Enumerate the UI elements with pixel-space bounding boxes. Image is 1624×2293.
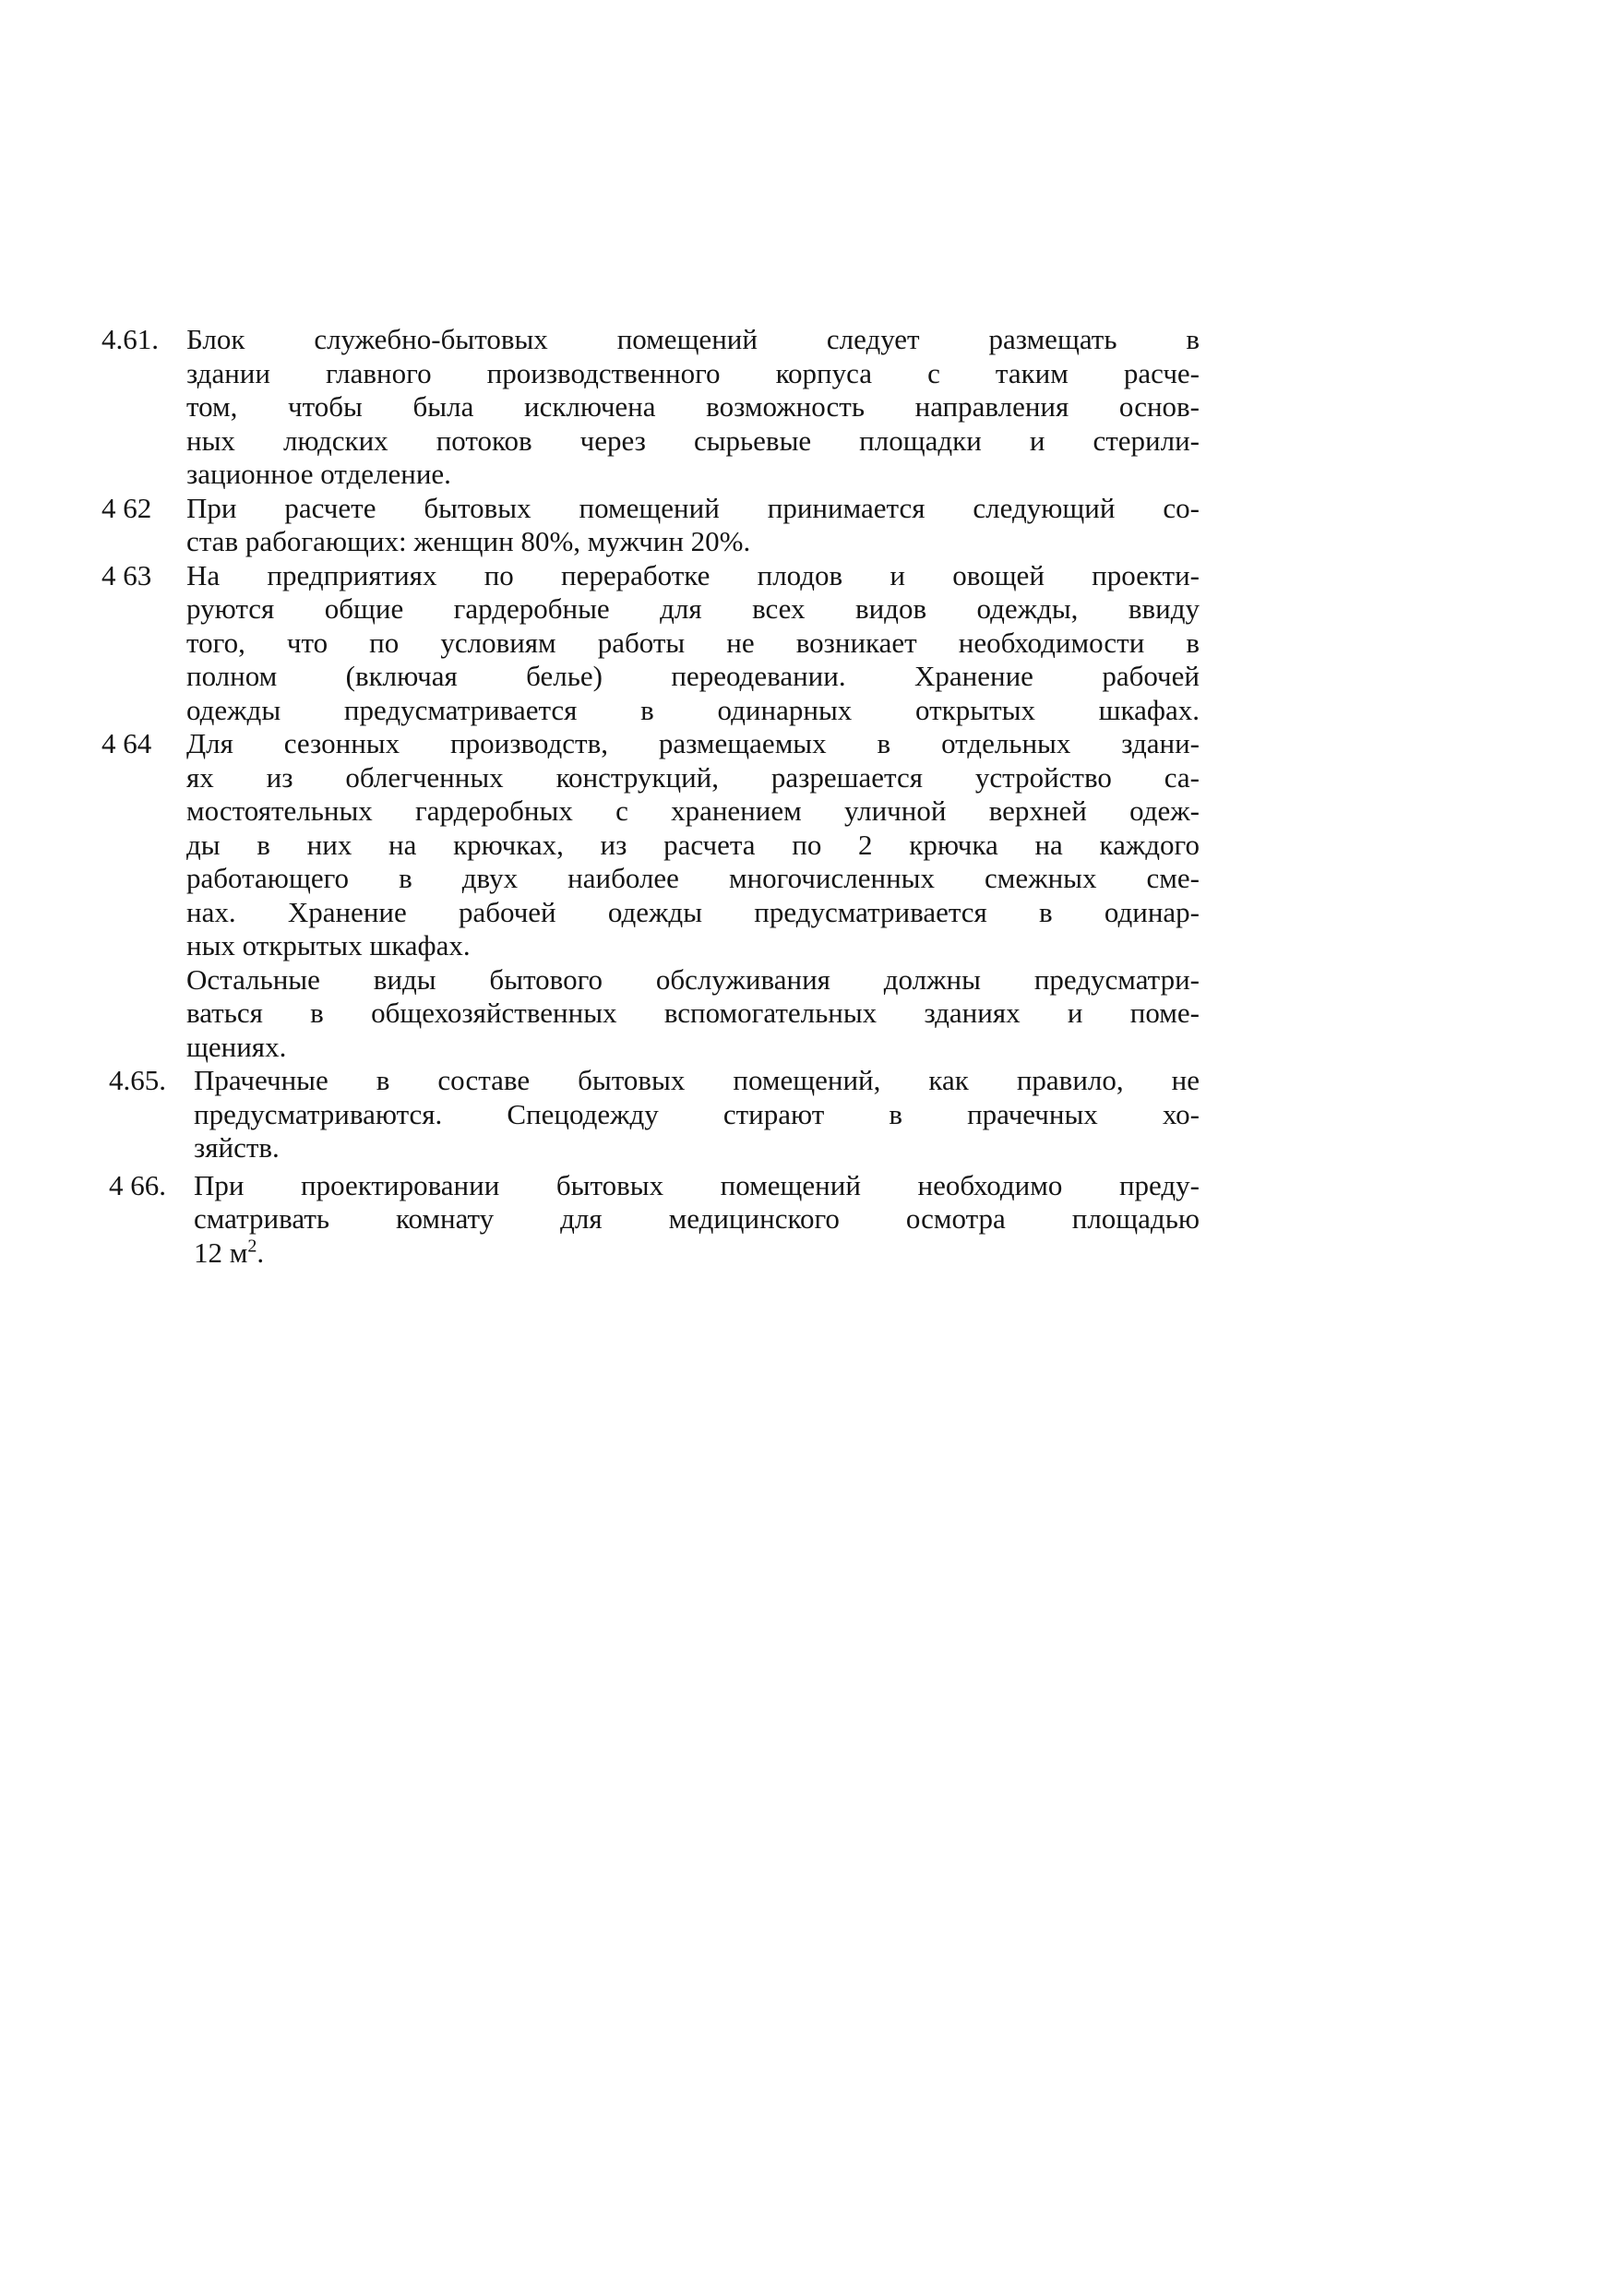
paragraph-4-61	[102, 323, 1200, 492]
paragraph-4-66	[109, 1169, 1200, 1271]
text-line: зационное отделение.	[186, 458, 451, 490]
paragraph-body	[186, 323, 1200, 492]
text-line: ды в них на крючках, из расчета по 2 крючка на каждого	[186, 828, 1200, 861]
paragraph-number: 4.65.	[109, 1064, 166, 1096]
paragraph-4-64-continued	[102, 963, 1200, 1065]
paragraph-4-63	[102, 559, 1200, 728]
text-line: мостоятельных гардеробных с хранением уличной верхней одеж-	[186, 794, 1200, 827]
text-line: ваться в общехозяйственных вспомогательных зданиях и поме-	[186, 997, 1200, 1029]
paragraph-4-64	[102, 727, 1200, 963]
text-line: руются общие гардеробные для всех видов одежды, ввиду	[186, 592, 1200, 625]
text-line: одежды предусматривается в одинарных открытых шкафах.	[186, 693, 1200, 726]
paragraph-body	[186, 727, 1200, 963]
line-terminal-period: .	[257, 1236, 265, 1269]
paragraph-number: 4 62	[102, 491, 152, 524]
text-line: ях из облегченных конструкций, разрешается устройство са-	[186, 760, 1200, 794]
text-block	[102, 323, 1200, 1270]
superscript-exponent: 2	[247, 1236, 257, 1257]
paragraph-body	[186, 492, 1200, 559]
text-line: щениях.	[186, 1030, 287, 1063]
text-line: ных людских потоков через сырьевые площадки и стерили-	[186, 424, 1200, 457]
paragraph-number: 4 64	[102, 727, 152, 759]
text-line: При расчете бытовых помещений принимается следующий со-	[186, 491, 1200, 524]
text-line: того, что по условиям работы не возникает необходимости в	[186, 626, 1200, 659]
text-line: нах. Хранение рабочей одежды предусматривается в одинар-	[186, 895, 1200, 928]
text-line: ных открытых шкафах.	[186, 929, 471, 961]
area-value: 12 м	[194, 1236, 248, 1269]
text-line: На предприятиях по переработке плодов и овощей проекти-	[186, 558, 1200, 591]
text-line: При проектировании бытовых помещений необходимо преду-	[194, 1168, 1200, 1201]
paragraph-body	[194, 1169, 1200, 1271]
paragraph-number: 4.61.	[102, 323, 159, 355]
text-line: том, чтобы была исключена возможность направления основ-	[186, 390, 1200, 423]
text-line: здании главного производственного корпуса с таким расче-	[186, 356, 1200, 389]
text-line: став рабогающих: женщин 80%, мужчин 20%.	[186, 525, 751, 557]
text-line: сматривать комнату для медицинского осмотра площадью	[194, 1202, 1200, 1235]
text-line: работающего в двух наиболее многочисленных смежных сме-	[186, 862, 1200, 894]
paragraph-body	[186, 963, 1200, 1065]
text-line-with-superscript	[194, 1236, 1200, 1271]
paragraph-4-62	[102, 492, 1200, 559]
paragraph-number: 4 63	[102, 558, 152, 591]
paragraph-number: 4 66.	[109, 1168, 166, 1201]
text-line: Блок служебно-бытовых помещений следует размещать в	[186, 323, 1200, 355]
paragraph-4-65	[109, 1064, 1200, 1165]
text-line: полном (включая белье) переодевании. Хранение рабочей	[186, 660, 1200, 692]
text-line: зяйств.	[194, 1131, 280, 1164]
paragraph-body	[186, 559, 1200, 728]
paragraph-body	[194, 1064, 1200, 1165]
text-line: Для сезонных производств, размещаемых в отдельных здани-	[186, 727, 1200, 759]
text-line: Прачечные в составе бытовых помещений, как правило, не	[194, 1064, 1200, 1096]
text-line: Остальные виды бытового обслуживания должны предусматри-	[186, 962, 1200, 996]
text-line: предусматриваются. Спецодежду стирают в прачечных хо-	[194, 1097, 1200, 1130]
